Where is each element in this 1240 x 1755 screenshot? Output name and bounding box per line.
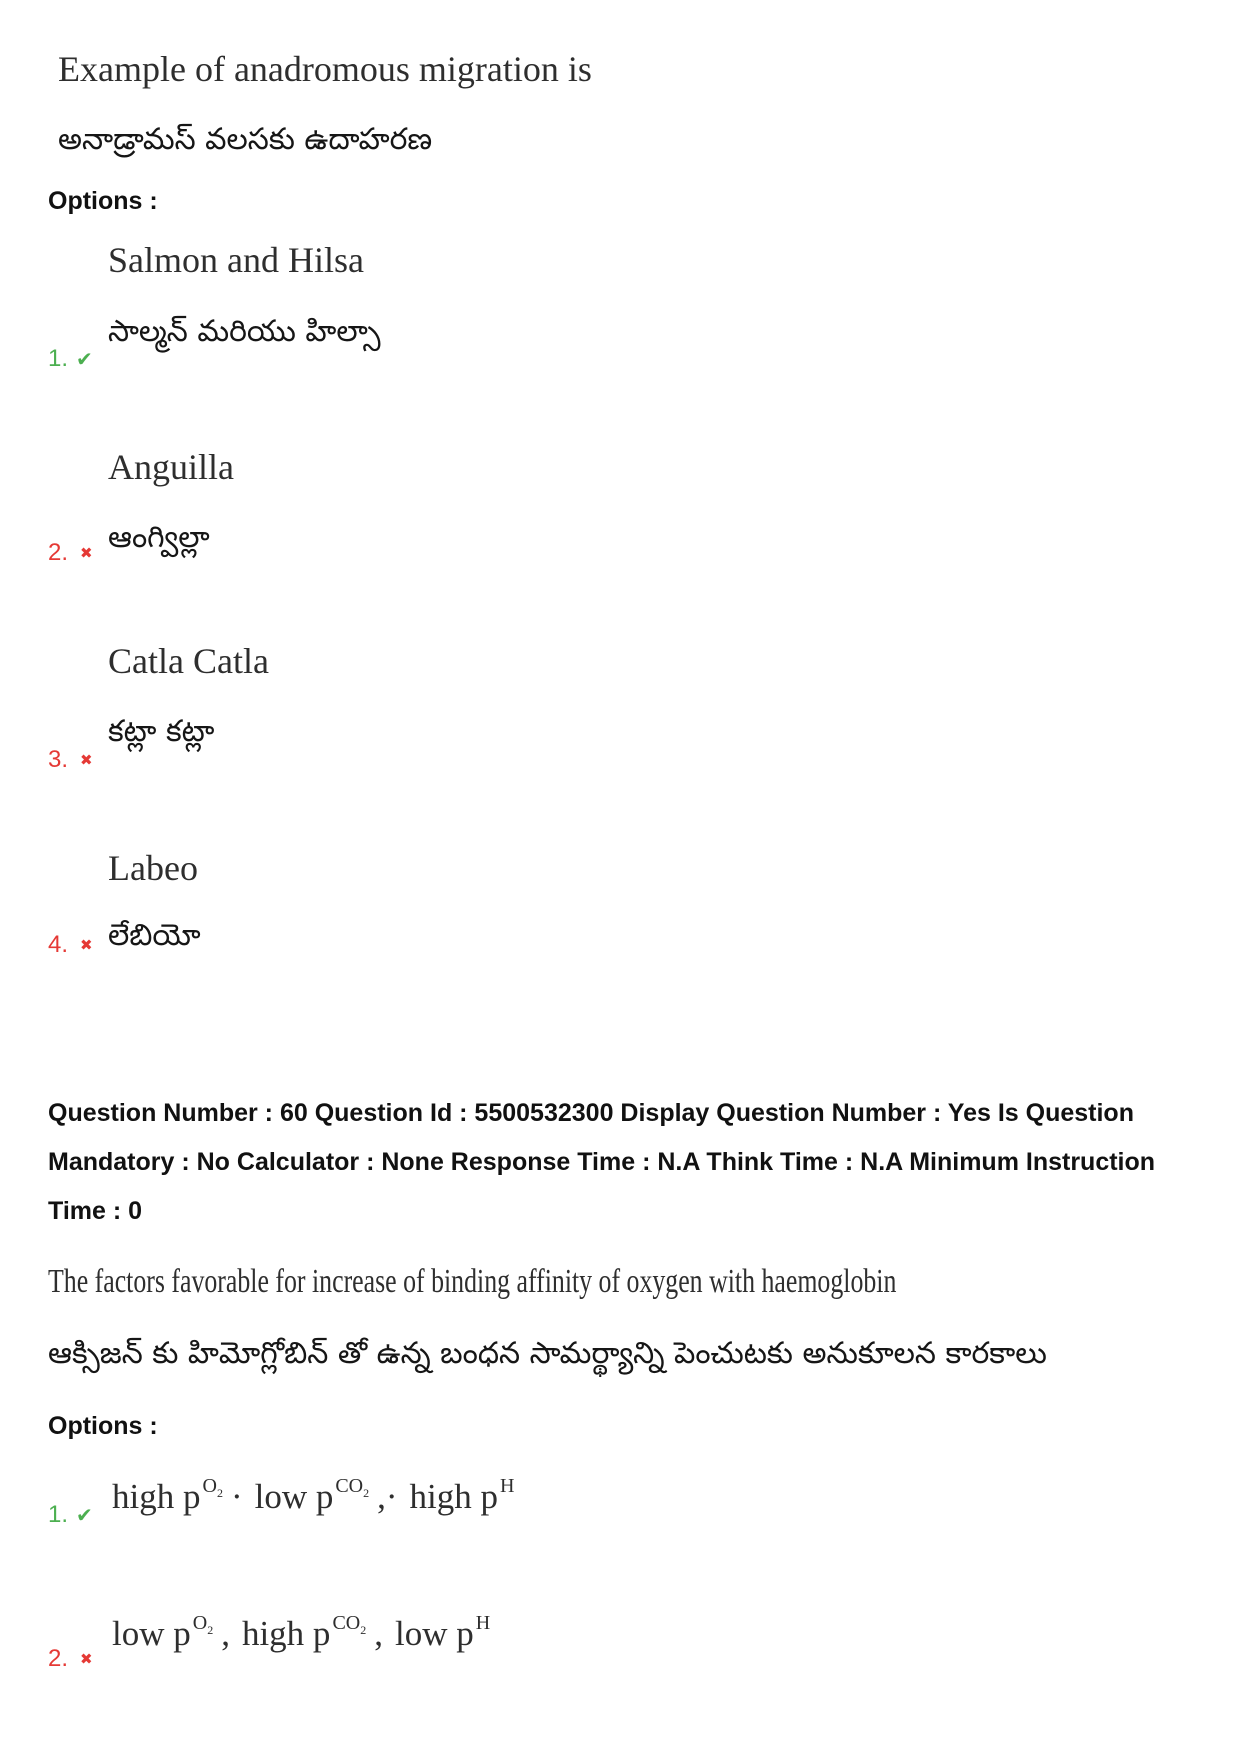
formula-term — [395, 1614, 490, 1653]
option-text-en: Salmon and Hilsa — [108, 240, 364, 280]
question-meta — [48, 1089, 1155, 1236]
term-superscript — [332, 1613, 366, 1635]
formula-term — [112, 1614, 213, 1653]
option-number: 4. — [48, 931, 69, 958]
term-base: high p — [112, 1477, 201, 1516]
term-subscript: 2 — [216, 1486, 223, 1500]
option-number: 3. — [48, 746, 69, 773]
formula-term — [410, 1477, 515, 1516]
options-label: Options : — [48, 187, 158, 215]
term-superscript — [193, 1613, 213, 1635]
check-icon — [76, 344, 93, 374]
formula-term — [242, 1614, 366, 1653]
options-label: Options : — [48, 1412, 158, 1440]
term-superscript — [500, 1476, 514, 1498]
question-text-te: ఆక్సిజన్ కు హిమోగ్లోబిన్ తో ఉన్న బంధన సామర్థ్యాన్ని పెంచుటకు అనుకూలన కారకాలు — [48, 1336, 1047, 1371]
option-text-te: ఆంగ్విల్లా — [108, 520, 210, 555]
cross-icon — [80, 745, 93, 775]
term-superscript — [476, 1613, 490, 1635]
term-separator: , — [221, 1614, 230, 1653]
term-base: high p — [241, 1614, 331, 1653]
option-number: 1. — [48, 1501, 69, 1528]
cross-icon — [80, 538, 93, 568]
term-base: low p — [254, 1477, 334, 1516]
term-separator: ,· — [377, 1477, 398, 1516]
term-superscript — [202, 1476, 222, 1498]
option-number: 1. — [48, 345, 69, 372]
option-text-te: సాల్మన్ మరియు హిల్సా — [108, 314, 381, 349]
option-text-en: Anguilla — [108, 447, 234, 487]
term-base: low p — [394, 1614, 474, 1653]
term-base: low p — [112, 1614, 191, 1653]
term-separator: , — [374, 1614, 383, 1653]
term-sup-text: H — [500, 1475, 515, 1497]
term-sup-text: O — [202, 1475, 217, 1497]
check-icon — [76, 1500, 93, 1530]
option-text-en: Labeo — [108, 848, 198, 888]
option-text-en: Catla Catla — [108, 641, 269, 681]
question-meta-line: Question Number : 60 Question Id : 5500532300 Display Question Number : Yes Is Question — [48, 1099, 1134, 1127]
question-meta-line: Mandatory : No Calculator : None Response Time : N.A Think Time : N.A Minimum Instruction — [48, 1148, 1156, 1176]
formula — [112, 1473, 514, 1521]
question-text-en: The factors favorable for increase of binding affinity of oxygen with haemoglobin — [48, 1263, 897, 1300]
option-number: 2. — [48, 539, 69, 566]
question-text-te: అనాడ్రామస్ వలసకు ఉదాహరణ — [58, 122, 433, 157]
term-sup-text: O — [192, 1612, 208, 1634]
option-text-te: కట్లా కట్లా — [108, 714, 215, 749]
cross-icon — [80, 930, 93, 960]
term-subscript: 2 — [363, 1486, 370, 1500]
question-meta-line: Time : 0 — [48, 1197, 143, 1225]
term-sup-text: H — [475, 1612, 491, 1634]
formula-term — [112, 1477, 223, 1516]
term-sup-text: CO — [335, 1475, 364, 1497]
term-subscript: 2 — [360, 1623, 367, 1637]
term-sup-text: CO — [332, 1612, 361, 1634]
term-separator: · — [230, 1477, 243, 1516]
formula — [112, 1610, 490, 1658]
term-superscript — [335, 1476, 369, 1498]
formula-term — [255, 1477, 370, 1516]
cross-icon — [80, 1644, 93, 1674]
term-base: high p — [409, 1477, 499, 1516]
option-number: 2. — [48, 1645, 69, 1672]
term-subscript: 2 — [207, 1623, 214, 1637]
option-text-te: లేబియో — [108, 918, 201, 953]
question-text-en: Example of anadromous migration is — [58, 49, 592, 89]
